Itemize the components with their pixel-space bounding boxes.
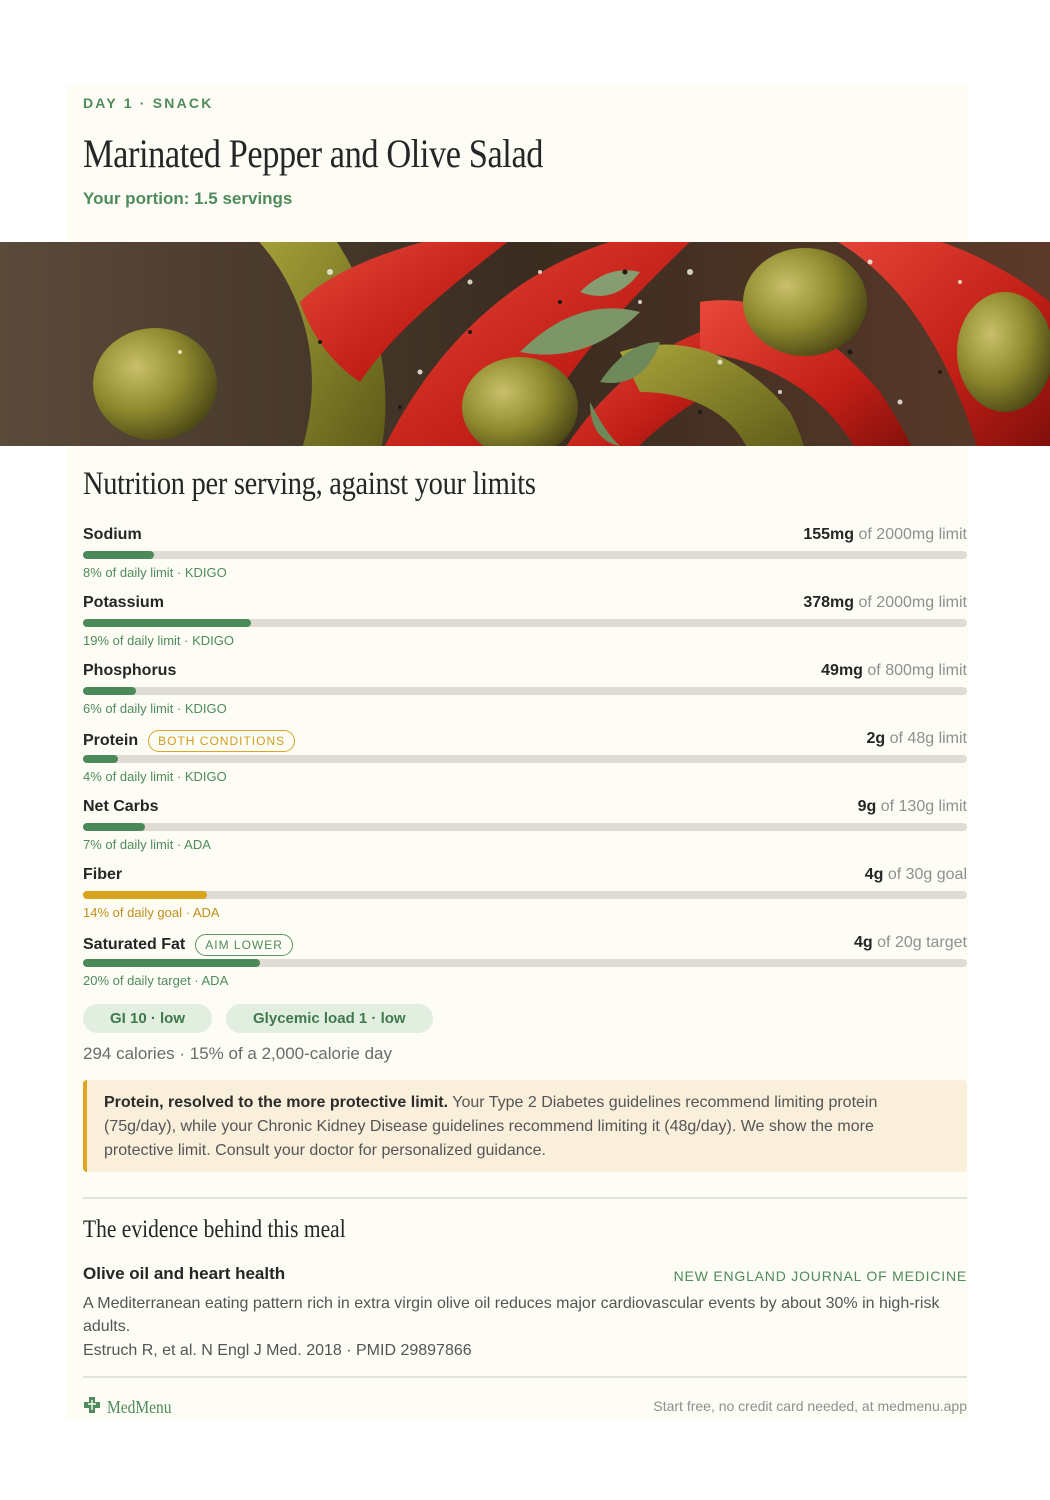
nutrient-progress-fill (83, 687, 136, 695)
nutrient-limit: of 20g target (872, 934, 967, 951)
nutrient-progress-track (83, 687, 967, 695)
nutrient-row-potassium (83, 592, 967, 660)
study-title: Olive oil and heart health (83, 1264, 286, 1283)
calories-summary: 294 calories · 15% of a 2,000-calorie day (83, 1044, 393, 1063)
nutrient-name: Protein (83, 732, 139, 749)
nutrient-progress-track (83, 823, 967, 831)
nutrient-limit: of 800mg limit (862, 662, 967, 679)
nutrient-amount: 9g (857, 798, 877, 815)
nutrient-amount: 2g (866, 730, 886, 747)
nutrient-value (803, 526, 967, 544)
section-divider (83, 1197, 967, 1199)
glycemic-index-pill: GI 10 · low (83, 1004, 212, 1033)
nutrient-value (821, 662, 967, 680)
glycemic-load-pill: Glycemic load 1 · low (226, 1004, 433, 1033)
nutrient-name: Saturated Fat (83, 936, 186, 953)
callout-heading: Protein, resolved to the more protective limit. (104, 1094, 449, 1111)
nutrient-note: 19% of daily limit · KDIGO (83, 633, 234, 648)
callout-text: Your Type 2 Diabetes guidelines recommend limiting protein (75g/day), while your Chronic Kidney Disease guidelines recommend limiting it (48g/day). We show the more protective limit. Consult your doctor for personalized guidance. (104, 1094, 878, 1159)
footer-cta-link[interactable]: Start free, no credit card needed, at medmenu.app (653, 1398, 967, 1414)
nutrient-progress-fill (83, 959, 260, 967)
nutrient-limit: of 2000mg limit (854, 594, 967, 611)
brand-name: MedMenu (107, 1397, 172, 1417)
nutrient-row-net-carbs (83, 796, 967, 864)
nutrient-progress-fill (83, 755, 118, 763)
nutrient-row-phosphorus (83, 660, 967, 728)
nutrient-note: 7% of daily limit · ADA (83, 837, 211, 852)
nutrition-section-title: Nutrition per serving, against your limits (83, 466, 536, 502)
protein-callout (83, 1080, 967, 1172)
nutrient-progress-fill (83, 891, 207, 899)
evidence-section-title: The evidence behind this meal (83, 1216, 346, 1243)
study-source: NEW ENGLAND JOURNAL OF MEDICINE (673, 1268, 967, 1284)
nutrient-row-saturated-fat (83, 932, 967, 1000)
nutrient-name: Sodium (83, 526, 142, 543)
nutrient-amount: 155mg (803, 526, 855, 543)
recipe-title: Marinated Pepper and Olive Salad (83, 131, 544, 176)
meal-eyebrow: DAY 1 · SNACK (83, 95, 214, 111)
nutrient-note: 20% of daily target · ADA (83, 973, 229, 988)
footer-divider (83, 1376, 967, 1378)
nutrient-row-fiber (83, 864, 967, 932)
nutrient-name: Potassium (83, 594, 164, 611)
nutrient-progress-fill (83, 619, 251, 627)
nutrient-row-protein (83, 728, 967, 796)
nutrient-name: Fiber (83, 866, 123, 883)
nutrient-value (803, 594, 967, 612)
nutrient-progress-fill (83, 551, 154, 559)
nutrient-name: Phosphorus (83, 662, 177, 679)
nutrient-note: 8% of daily limit · KDIGO (83, 565, 227, 580)
nutrient-value (865, 866, 967, 884)
nutrient-note: 14% of daily goal · ADA (83, 905, 220, 920)
nutrient-progress-fill (83, 823, 145, 831)
nutrient-limit: of 48g limit (885, 730, 967, 747)
nutrient-progress-track (83, 755, 967, 763)
study-citation: Estruch R, et al. N Engl J Med. 2018 · PMID 29897866 (83, 1342, 472, 1359)
nutrient-limit: of 30g goal (883, 866, 967, 883)
nutrient-value (858, 798, 967, 816)
guidance-badge: AIM LOWER (195, 934, 293, 956)
nutrient-limit: of 2000mg limit (854, 526, 967, 543)
nutrient-amount: 4g (854, 934, 873, 951)
nutrient-progress-track (83, 891, 967, 899)
nutrient-value (867, 730, 967, 748)
nutrient-note: 6% of daily limit · KDIGO (83, 701, 227, 716)
medical-cross-icon (83, 1396, 101, 1419)
nutrient-progress-track (83, 619, 967, 627)
glycemic-pills (83, 1004, 433, 1033)
footer-logo[interactable] (83, 1396, 182, 1419)
portion-size: Your portion: 1.5 servings (83, 189, 293, 208)
nutrient-row-sodium (83, 524, 967, 592)
recipe-photo (0, 242, 1050, 446)
nutrient-amount: 378mg (803, 594, 855, 611)
nutrient-progress-track (83, 551, 967, 559)
nutrient-name: Net Carbs (83, 798, 159, 815)
study-summary: A Mediterranean eating pattern rich in extra virgin olive oil reduces major cardiovascular events by about 30% in high-risk adults. (83, 1295, 940, 1335)
nutrient-amount: 49mg (821, 662, 863, 679)
nutrient-amount: 4g (864, 866, 884, 883)
nutrient-list (83, 524, 967, 1000)
nutrient-progress-track (83, 959, 967, 967)
condition-badge: BOTH CONDITIONS (148, 730, 295, 752)
nutrient-limit: of 130g limit (876, 798, 967, 815)
nutrient-note: 4% of daily limit · KDIGO (83, 769, 227, 784)
nutrient-value (854, 934, 967, 952)
